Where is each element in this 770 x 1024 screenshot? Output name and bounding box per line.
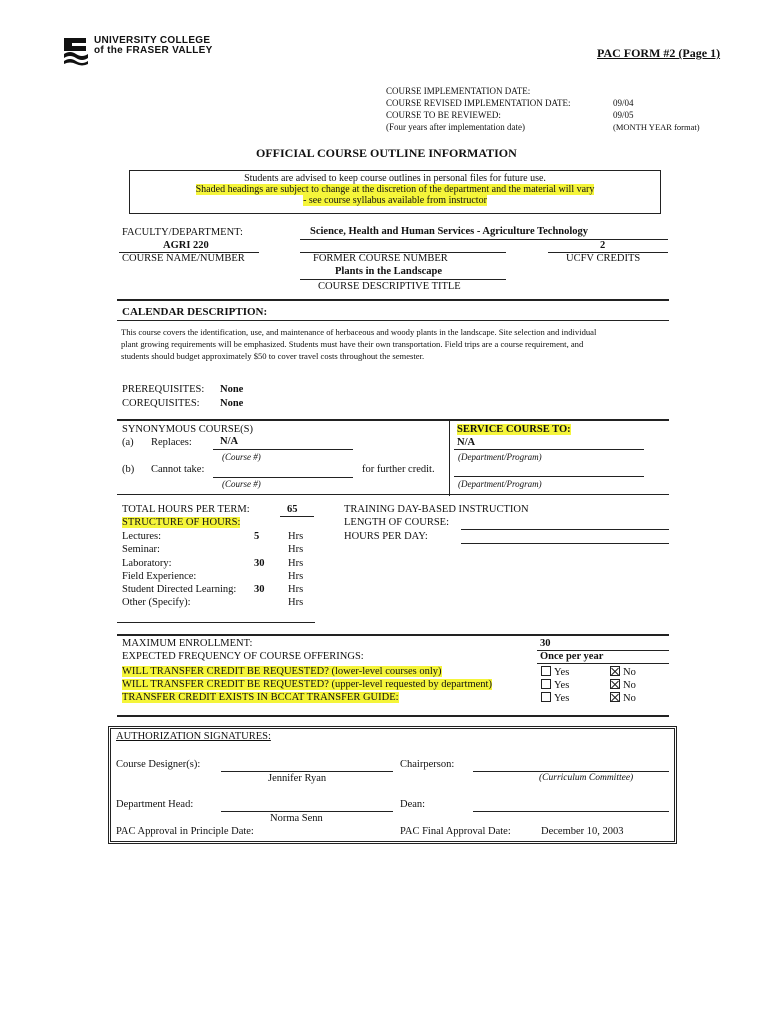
review-date-value: 09/05 [613, 110, 634, 120]
ucfv-logo-icon [62, 34, 90, 66]
coreq-value: None [220, 398, 244, 409]
revised-date-label: COURSE REVISED IMPLEMENTATION DATE: [386, 98, 571, 108]
total-hours-value: 65 [287, 504, 298, 515]
dept-hint-2: (Department/Program) [458, 479, 542, 489]
service-course-value: N/A [457, 437, 476, 448]
hours-label-other: Other (Specify): [122, 597, 191, 608]
review-note: (Four years after implementation date) [386, 122, 525, 132]
dept-head-label: Department Head: [116, 799, 194, 810]
dean-label: Dean: [400, 799, 426, 810]
prereq-label: PREREQUISITES: [122, 384, 205, 395]
transfer-q2: WILL TRANSFER CREDIT BE REQUESTED? (upper-level requested by department) [122, 679, 492, 690]
faculty-value: Science, Health and Human Services - Agriculture Technology [310, 226, 589, 237]
structure-hours-label: STRUCTURE OF HOURS: [122, 517, 241, 528]
q2-yes-checkbox[interactable] [541, 679, 551, 689]
impl-date-label: COURSE IMPLEMENTATION DATE: [386, 86, 531, 96]
revised-date-value: 09/04 [613, 98, 634, 108]
cannot-take-label: Cannot take: [151, 464, 205, 475]
prereq-value: None [220, 384, 244, 395]
calendar-line3: students should budget approximately $50 to cover travel costs throughout the semester. [121, 351, 425, 361]
coreq-label: COREQUISITES: [122, 398, 200, 409]
q3-yes[interactable] [541, 692, 569, 704]
notice-box [129, 170, 661, 214]
logo-line2: of the FRASER VALLEY [94, 45, 213, 56]
review-date-label: COURSE TO BE REVIEWED: [386, 110, 501, 120]
hours-value-directed: 30 [254, 584, 265, 595]
hours-value-laboratory: 30 [254, 558, 265, 569]
faculty-label: FACULTY/DEPARTMENT: [122, 227, 243, 238]
max-enrollment-label: MAXIMUM ENROLLMENT: [122, 638, 253, 649]
calendar-line1: This course covers the identification, use, and maintenance of herbaceous and woody plants in the landscape. Site selection and individual [121, 327, 597, 337]
course-title-label: COURSE DESCRIPTIVE TITLE [318, 281, 461, 292]
form-id: PAC FORM #2 (Page 1) [597, 46, 721, 60]
former-course-label: FORMER COURSE NUMBER [313, 253, 448, 264]
replaces-value: N/A [220, 436, 239, 447]
hours-unit: Hrs [288, 531, 304, 542]
dept-head-name: Norma Senn [270, 813, 323, 824]
pac-final-label: PAC Final Approval Date: [400, 826, 511, 837]
no-label: No [623, 680, 636, 691]
yes-label: Yes [554, 667, 570, 678]
q2-no[interactable] [610, 679, 636, 691]
no-label: No [623, 693, 636, 704]
format-note: (MONTH YEAR format) [613, 122, 700, 132]
designer-name: Jennifer Ryan [268, 773, 327, 784]
hours-unit: Hrs [288, 571, 304, 582]
no-label: No [623, 667, 636, 678]
page-title: OFFICIAL COURSE OUTLINE INFORMATION [256, 146, 517, 160]
synonymous-heading: SYNONYMOUS COURSE(S) [122, 424, 253, 435]
course-title-value: Plants in the Landscape [335, 266, 443, 277]
q1-no-checkbox-checked[interactable] [610, 666, 620, 676]
hours-unit: Hrs [288, 544, 304, 555]
frequency-value: Once per year [540, 651, 604, 662]
committee-note: (Curriculum Committee) [539, 773, 634, 783]
length-label: LENGTH OF COURSE: [344, 517, 450, 528]
pac-final-value: December 10, 2003 [541, 826, 624, 837]
chair-label: Chairperson: [400, 759, 455, 770]
pac-principle-label: PAC Approval in Principle Date: [116, 826, 254, 837]
ucfv-credits-label: UCFV CREDITS [566, 253, 641, 264]
service-course-heading: SERVICE COURSE TO: [457, 424, 571, 435]
notice-line2: Shaded headings are subject to change at the discretion of the department and the material will vary [195, 184, 595, 195]
per-day-label: HOURS PER DAY: [344, 531, 428, 542]
authorization-box [108, 726, 677, 844]
hours-label-lectures: Lectures: [122, 531, 162, 542]
transfer-q1: WILL TRANSFER CREDIT BE REQUESTED? (lower-level courses only) [122, 666, 442, 677]
training-label: TRAINING DAY-BASED INSTRUCTION [344, 504, 529, 515]
further-credit: for further credit. [362, 464, 435, 475]
q2-yes[interactable] [541, 679, 569, 691]
course-number: AGRI 220 [163, 240, 209, 251]
q3-no[interactable] [610, 692, 636, 704]
q3-yes-checkbox[interactable] [541, 692, 551, 702]
hours-label-laboratory: Laboratory: [122, 558, 172, 569]
hours-value-lectures: 5 [254, 531, 260, 542]
syn-b-marker: (b) [122, 464, 135, 475]
hours-label-field: Field Experience: [122, 571, 197, 582]
total-hours-label: TOTAL HOURS PER TERM: [122, 504, 250, 515]
auth-heading: AUTHORIZATION SIGNATURES: [116, 731, 271, 742]
calendar-line2: plant growing requirements will be emphasized. Students must have their own transportation. Field trips are a course requirement, and [121, 339, 584, 349]
q1-no[interactable] [610, 666, 636, 678]
transfer-q3: TRANSFER CREDIT EXISTS IN BCCAT TRANSFER GUIDE: [122, 692, 399, 703]
yes-label: Yes [554, 693, 570, 704]
q1-yes-checkbox[interactable] [541, 666, 551, 676]
yes-label: Yes [554, 680, 570, 691]
hours-label-directed: Student Directed Learning: [122, 584, 237, 595]
hours-unit: Hrs [288, 558, 304, 569]
course-hint-a: (Course #) [222, 452, 261, 462]
hours-label-seminar: Seminar: [122, 544, 160, 555]
hours-unit: Hrs [288, 597, 304, 608]
q3-no-checkbox-checked[interactable] [610, 692, 620, 702]
course-name-label: COURSE NAME/NUMBER [122, 253, 245, 264]
dept-hint-1: (Department/Program) [458, 452, 542, 462]
notice-line3: - see course syllabus available from instructor [303, 195, 487, 206]
q1-yes[interactable] [541, 666, 569, 678]
max-enrollment-value: 30 [540, 638, 551, 649]
designer-label: Course Designer(s): [116, 759, 201, 770]
frequency-label: EXPECTED FREQUENCY OF COURSE OFFERINGS: [122, 651, 364, 662]
syn-a-marker: (a) [122, 437, 134, 448]
logo-line1: UNIVERSITY COLLEGE [94, 35, 211, 46]
notice-line1: Students are advised to keep course outlines in personal files for future use. [244, 173, 546, 184]
course-hint-b: (Course #) [222, 479, 261, 489]
q2-no-checkbox-checked[interactable] [610, 679, 620, 689]
replaces-label: Replaces: [151, 437, 192, 448]
calendar-heading: CALENDAR DESCRIPTION: [122, 306, 268, 318]
hours-unit: Hrs [288, 584, 304, 595]
ucfv-credits-value: 2 [600, 240, 606, 251]
